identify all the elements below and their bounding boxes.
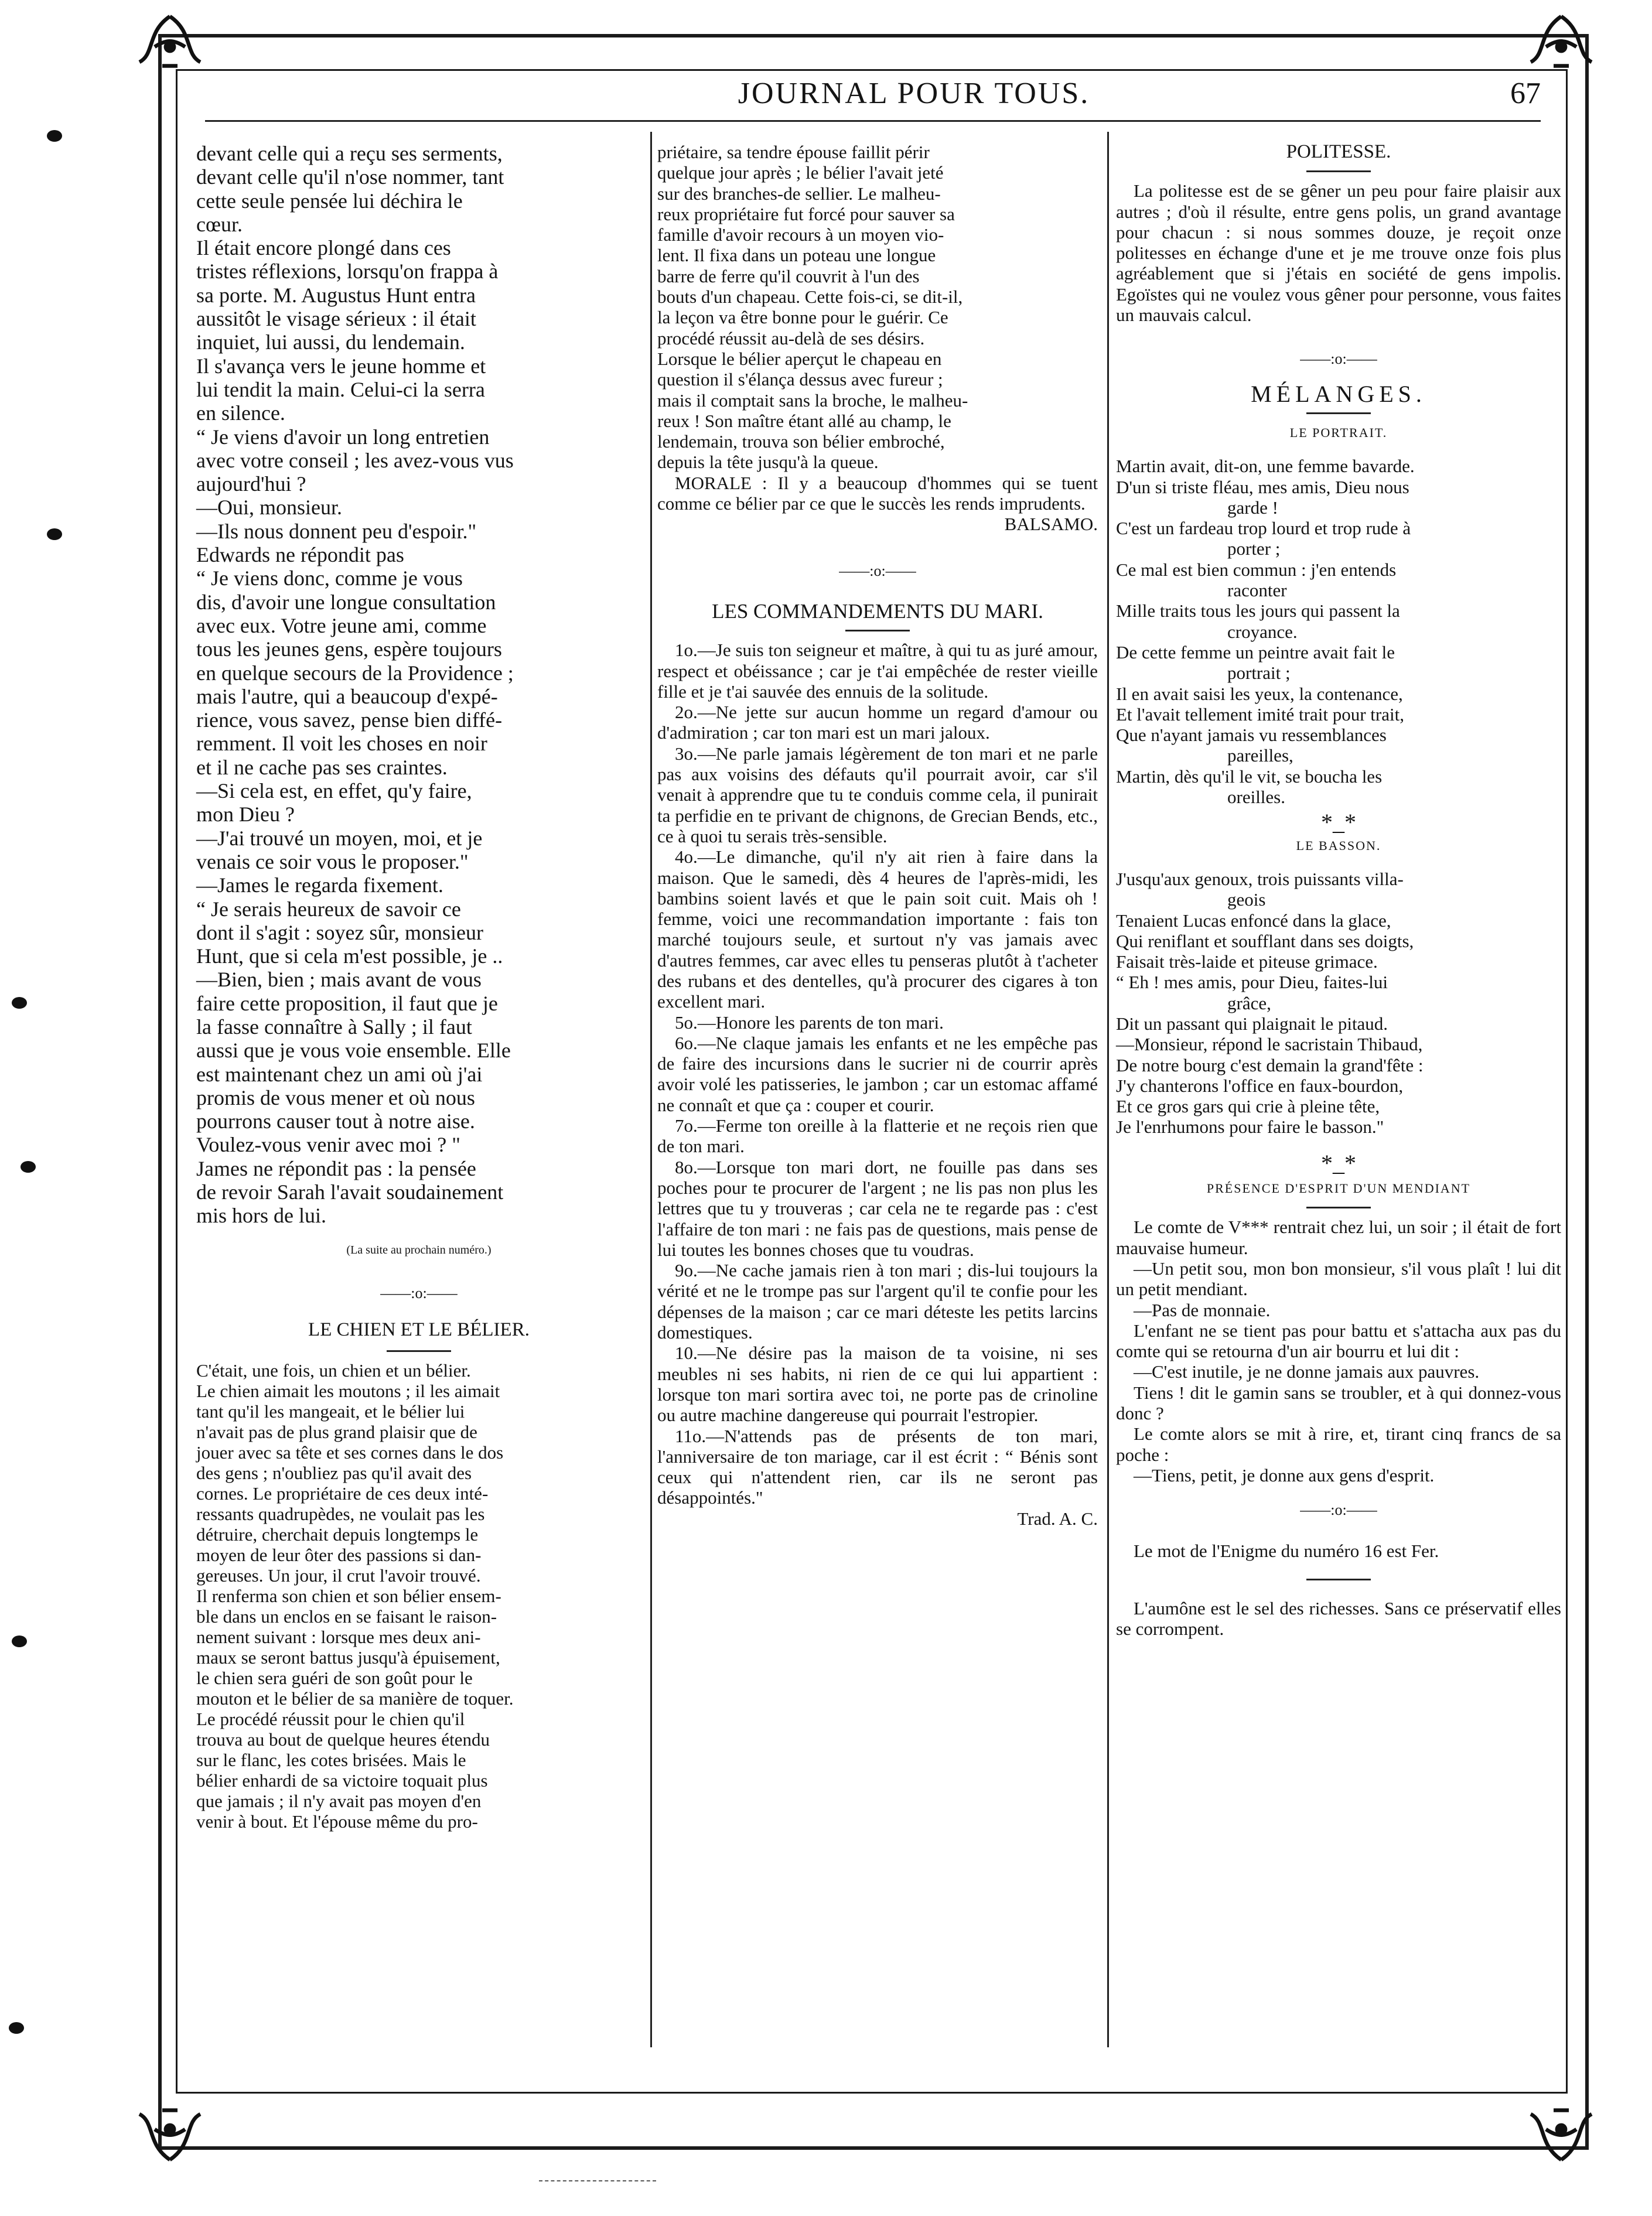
corner-ornament-top-right-icon — [1523, 9, 1599, 85]
column-divider — [650, 132, 652, 2047]
text-line: mon Dieu ? — [196, 803, 295, 827]
text-line: procédé réussit au-delà de ses désirs. — [657, 327, 925, 349]
verse-line: Ce mal est bien commun : j'en entends — [1116, 559, 1397, 580]
margin-blot-icon — [9, 2022, 24, 2034]
commandments-list — [657, 640, 1098, 1508]
text-line: cornes. Le propriétaire de ces deux inté- — [196, 1483, 489, 1504]
text-line: question il s'élança dessus avec fureur ; — [657, 369, 943, 390]
title-dash — [387, 1350, 451, 1352]
corner-ornament-bottom-right-icon — [1523, 2091, 1599, 2167]
text-line: priétaire, sa tendre épouse faillit périr — [657, 142, 930, 162]
paragraph: 11o.—N'attends pas de présents de ton mari, l'anniversaire de ton mariage, car il est écrit : “ Bénis sont ceux qui n'attendent rien, car ils ne seront pas désappointés." — [657, 1425, 1098, 1508]
paragraph: 5o.—Honore les parents de ton mari. — [675, 1012, 944, 1033]
story-continuation — [196, 142, 641, 1228]
politesse-text: La politesse est de se gêner un peu pour faire plaisir aux autres ; d'où il résulte, entre gens polis, un grand avantage pour chacun : si nous sommes douze, je reçoit onze politesses en échange d'une et je me trouve onze fois plus agréablement que si j'étais en société de gens impolis. Egoïstes qui ne voulez vous gêner pour personne, vous faites un mauvais calcul. — [1116, 180, 1561, 326]
verse-line: Je l'enrhumons pour faire le basson." — [1116, 1116, 1384, 1138]
title-dash — [1306, 412, 1371, 414]
margin-blot-icon — [12, 1635, 27, 1647]
text-line: quelque jour après ; le bélier l'avait jeté — [657, 162, 944, 183]
text-line: la fasse connaître à Sally ; il faut — [196, 1015, 472, 1039]
verse-line: Faisait très-laide et piteuse grimace. — [1116, 951, 1378, 972]
verse-line: J'usqu'aux genoux, trois puissants villa- — [1116, 868, 1404, 889]
paragraph: Tiens ! dit le gamin sans se troubler, et à qui donnez-vous donc ? — [1116, 1382, 1561, 1424]
politesse-title: POLITESSE. — [1286, 141, 1391, 162]
text-line: sa porte. M. Augustus Hunt entra — [196, 283, 476, 307]
margin-blot-icon — [47, 130, 62, 142]
text-line: aussi que je vous voie ensemble. Elle — [196, 1039, 511, 1063]
paragraph: L'enfant ne se tient pas pour battu et s'attacha aux pas du comte qui se retourna d'un air bourru et lui dit : — [1116, 1320, 1561, 1362]
text-line: sur le flanc, les cotes brisées. Mais le — [196, 1749, 466, 1770]
melanges-title: MÉLANGES. — [1251, 380, 1426, 407]
paragraph: Le comte alors se mit à rire, et, tirant cinq francs de sa poche : — [1116, 1423, 1561, 1465]
text-line: cœur. — [196, 212, 243, 236]
column-2 — [657, 142, 1098, 1529]
text-line: le chien sera guéri de son goût pour le — [196, 1667, 473, 1688]
paragraph: 8o.—Lorsque ton mari dort, ne fouille pas dans ses poches pour te procurer de l'argent ; ne lis pas non plus les lettres que tu y trouveras ; car cela ne te regarde pas : c'est l'affaire de ton mari : ne fais pas de questions, mais pense de lui toutes les bonnes choses que tu voudras. — [657, 1156, 1098, 1260]
verse-line: Tenaient Lucas enfoncé dans la glace, — [1116, 910, 1391, 931]
text-line: lent. Il fixa dans un poteau une longue — [657, 245, 936, 266]
paragraph: —Pas de monnaie. — [1134, 1299, 1271, 1320]
text-line: que jamais ; il n'y avait pas moyen d'en — [196, 1790, 482, 1811]
text-line: est maintenant chez un ami où j'ai — [196, 1062, 483, 1086]
text-line: reux ! Son maître étant allé au champ, le — [657, 410, 951, 431]
verse-line: Qui reniflant et soufflant dans ses doigts, — [1116, 930, 1414, 951]
text-line: lendemain, trouva son bélier embroché, — [657, 431, 945, 452]
verse-line: garde ! — [1227, 497, 1278, 518]
verse-line: Que n'ayant jamais vu ressemblances — [1116, 725, 1387, 746]
verse-line: De cette femme un peintre avait fait le — [1116, 641, 1395, 663]
text-line: venais ce soir vous le proposer." — [196, 849, 469, 873]
paragraph: —C'est inutile, je ne donne jamais aux pauvres. — [1134, 1361, 1480, 1382]
text-line: des gens ; n'oubliez pas qu'il avait des — [196, 1462, 472, 1483]
stars-ornament: *_* — [1321, 1149, 1356, 1176]
text-line: depuis la tête jusqu'à la queue. — [657, 452, 879, 473]
verse-line: Mille traits tous les jours qui passent la — [1116, 600, 1400, 622]
text-line: Voulez-vous venir avec moi ? " — [196, 1133, 460, 1157]
fable-author: BALSAMO. — [1004, 514, 1098, 535]
presence-title: PRÉSENCE D'ESPRIT D'UN MENDIANT — [1206, 1181, 1471, 1196]
section-separator: ——:o:—— — [1300, 350, 1377, 368]
header-rule — [205, 120, 1541, 122]
text-line: Hunt, que si cela m'est possible, je .. — [196, 944, 503, 968]
paragraph: 10.—Ne désire pas la maison de ta voisine, ni ses meubles ni ses habits, ni rien de ce qui lui appartient : lorsque ton mari sortira avec toi, ne porte pas de crinoline ou autre machine dangereuse qui pourrait l'estropier. — [657, 1343, 1098, 1426]
text-line: en silence. — [196, 401, 285, 425]
text-line: mouton et le bélier de sa manière de toquer. — [196, 1688, 514, 1709]
page-number: 67 — [1510, 77, 1541, 110]
verse-line: porter ; — [1227, 538, 1281, 559]
text-line: et il ne cache pas ses craintes. — [196, 755, 448, 779]
text-line: devant celle qui a reçu ses serments, — [196, 142, 503, 165]
journal-title: JOURNAL POUR TOUS. — [738, 77, 1090, 110]
stars-ornament: *_* — [1321, 809, 1356, 836]
text-line: avec votre conseil ; les avez-vous vus — [196, 448, 514, 472]
section-separator: ——:o:—— — [380, 1284, 458, 1302]
text-line: tous les jeunes gens, espère toujours — [196, 637, 502, 661]
corner-ornament-bottom-left-icon — [132, 2091, 208, 2167]
text-line: lui tendit la main. Celui-ci la serra — [196, 377, 485, 401]
text-line: —Oui, monsieur. — [196, 496, 342, 520]
paragraph: 9o.—Ne cache jamais rien à ton mari ; dis-lui toujours la vérité et ne le trompe pas sur l'argent qu'il te confie pour les dépenses de la maison ; car ce mari déteste les petits larcins domestiques. — [657, 1260, 1098, 1343]
text-line: remment. Il voit les choses en noir — [196, 732, 487, 756]
text-line: mis hors de lui. — [196, 1204, 326, 1228]
title-dash — [1306, 1207, 1371, 1208]
text-line: maux se seront battus jusqu'à épuisement, — [196, 1647, 500, 1668]
text-line: n'avait pas de plus grand plaisir que de — [196, 1421, 477, 1442]
text-line: gereuses. Un jour, il crut l'avoir trouvé. — [196, 1565, 481, 1586]
text-line: devant celle qu'il n'ose nommer, tant — [196, 165, 504, 189]
text-line: cette seule pensée lui déchira le — [196, 189, 463, 213]
fable-title: LE CHIEN ET LE BÉLIER. — [308, 1319, 530, 1341]
paragraph: 7o.—Ferme ton oreille à la flatterie et ne reçois rien que de ton mari. — [657, 1115, 1098, 1157]
text-line: en quelque secours de la Providence ; — [196, 661, 514, 685]
text-line: faire cette proposition, il faut que je — [196, 991, 498, 1015]
text-line: Lorsque le bélier aperçut le chapeau en — [657, 348, 942, 369]
text-line: la leçon va être bonne pour le guérir. Ce — [657, 307, 948, 328]
verse-line: pareilles, — [1227, 745, 1293, 766]
fable-continuation — [657, 142, 1098, 473]
verse-line: J'y chanterons l'office en faux-bourdon, — [1116, 1075, 1404, 1096]
section-separator: ——:o:—— — [1300, 1501, 1377, 1519]
text-line: aujourd'hui ? — [196, 472, 306, 496]
basson-title: LE BASSON. — [1296, 838, 1381, 853]
verse-line: croyance. — [1227, 621, 1298, 642]
text-line: sur des branches-de sellier. Le malheu- — [657, 183, 941, 204]
portrait-poem — [1116, 456, 1561, 807]
verse-line: “ Eh ! mes amis, pour Dieu, faites-lui — [1116, 972, 1388, 993]
text-line: —James le regarda fixement. — [196, 873, 443, 897]
paragraph: 6o.—Ne claque jamais les enfants et ne les empêche pas de faire des incursions dans le sucrier ni de courrir après avoir volé les patisseries, le jambon ; car un estomac affamé ne connaît et que ça : couper et courir. — [657, 1032, 1098, 1115]
text-line: “ Je viens donc, comme je vous — [196, 566, 463, 590]
verse-line: Dit un passant qui plaignait le pitaud. — [1116, 1013, 1388, 1034]
text-line: Il renferma son chien et son bélier ensem- — [196, 1585, 501, 1606]
text-line: Le procédé réussit pour le chien qu'il — [196, 1708, 465, 1729]
text-line: bouts d'un chapeau. Cette fois-ci, se dit-il, — [657, 286, 963, 308]
text-line: promis de vous mener et où nous — [196, 1085, 475, 1109]
text-line: —J'ai trouvé un moyen, moi, et je — [196, 826, 483, 850]
text-line: C'était, une fois, un chien et un bélier. — [196, 1360, 471, 1381]
presence-text — [1116, 1217, 1561, 1486]
text-line: détruire, cherchait depuis longtemps le — [196, 1524, 479, 1545]
verse-line: De notre bourg c'est demain la grand'fête : — [1116, 1054, 1424, 1075]
paragraph: 2o.—Ne jette sur aucun homme un regard d'amour ou d'admiration ; car ton mari est un mari jaloux. — [657, 702, 1098, 743]
column-3 — [1116, 142, 1561, 1639]
text-line: dont il s'agit : soyez sûr, monsieur — [196, 920, 483, 944]
fable-text — [196, 1360, 641, 1832]
section-dash — [1306, 1579, 1371, 1580]
title-dash — [1306, 170, 1371, 172]
portrait-title: LE PORTRAIT. — [1289, 425, 1388, 440]
column-1 — [196, 142, 641, 1832]
margin-blot-icon — [47, 528, 62, 540]
text-line: James ne répondit pas : la pensée — [196, 1156, 476, 1180]
verse-line: —Monsieur, répond le sacristain Thibaud, — [1116, 1034, 1423, 1055]
text-line: Le chien aimait les moutons ; il les aimait — [196, 1380, 500, 1401]
bottom-rule — [539, 2180, 656, 2181]
text-line: tant qu'il les mangeait, et le bélier lui — [196, 1401, 465, 1422]
corner-ornament-top-left-icon — [132, 9, 208, 85]
text-line: trouva au bout de quelque heures étendu — [196, 1729, 490, 1750]
text-line: pourrons causer tout à notre aise. — [196, 1109, 475, 1133]
text-line: aussitôt le visage sérieux : il était — [196, 307, 476, 331]
verse-line: raconter — [1227, 580, 1287, 601]
text-line: “ Je viens d'avoir un long entretien — [196, 425, 490, 449]
text-line: reux propriétaire fut forcé pour sauver sa — [657, 203, 955, 224]
paragraph: Le comte de V*** rentrait chez lui, un soir ; il était de fort mauvaise humeur. — [1116, 1217, 1561, 1258]
margin-blot-icon — [21, 1161, 36, 1173]
verse-line: Martin, dès qu'il le vit, se boucha les — [1116, 766, 1383, 787]
text-line: ble dans un enclos en se faisant le raison- — [196, 1606, 497, 1627]
enigme-note: Le mot de l'Enigme du numéro 16 est Fer. — [1134, 1540, 1439, 1561]
text-line: venir à bout. Et l'épouse même du pro- — [196, 1811, 478, 1832]
verse-line: geois — [1227, 889, 1266, 910]
text-line: Il était encore plongé dans ces — [196, 236, 451, 260]
verse-line: grâce, — [1227, 992, 1271, 1013]
verse-line: oreilles. — [1227, 787, 1285, 808]
to-be-continued: (La suite au prochain numéro.) — [346, 1243, 491, 1256]
paragraph: 4o.—Le dimanche, qu'il n'y ait rien à faire dans la maison. Que le samedi, dès 4 heures de l'après-midi, les bambins soient lavés et que le pain soit cuit. Mais oh ! femme, voici une recommandation importante : fais ton marché toujours seule, et surtout n'y vas jamais avec d'autres femmes, car avec elles tu penseras plutôt à t'acheter des rubans et des dentelles, qu'à procurer des cigares à ton excellent mari. — [657, 846, 1098, 1012]
text-line: —Si cela est, en effet, qu'y faire, — [196, 779, 472, 803]
verse-line: Et l'avait tellement imité trait pour trait, — [1116, 704, 1404, 725]
verse-line: D'un si triste fléau, mes amis, Dieu nous — [1116, 476, 1409, 497]
text-line: mais il comptait sans la broche, le malheu- — [657, 390, 968, 411]
paragraph: —Tiens, petit, je donne aux gens d'esprit. — [1134, 1464, 1435, 1486]
text-line: Il s'avança vers le jeune homme et — [196, 354, 486, 378]
text-line: ressants quadrupèdes, ne voulait pas les — [196, 1503, 485, 1524]
text-line: inquiet, lui aussi, du lendemain. — [196, 330, 465, 354]
text-line: jouer avec sa tête et ses cornes dans le dos — [196, 1442, 504, 1463]
margin-blot-icon — [12, 997, 27, 1009]
text-line: avec eux. Votre jeune ami, comme — [196, 613, 487, 637]
basson-poem — [1116, 869, 1561, 1138]
text-line: moyen de leur ôter des passions si dan- — [196, 1544, 482, 1565]
fable-morale: MORALE : Il y a beaucoup d'hommes qui se tuent comme ce bélier par ce que le succès les rends imprudents. — [657, 472, 1098, 514]
commandments-title: LES COMMANDEMENTS DU MARI. — [712, 599, 1043, 623]
text-line: Edwards ne répondit pas — [196, 543, 404, 567]
paragraph: 1o.—Je suis ton seigneur et maître, à qui tu as juré amour, respect et obéissance ; car je t'ai empêchée de rester vieille fille et je t'ai sauvée des ennuis de la solitude. — [657, 640, 1098, 702]
paragraph: 3o.—Ne parle jamais légèrement de ton mari et ne parle pas aux voisins des défauts qu'il pourrait avoir, car s'il venait à apprendre que tu te conduis comme cela, il punirait ta perfidie en te privant de chignons, de Grecian Bends, etc., ce à quoi tu serais très-sensible. — [657, 743, 1098, 846]
verse-line: Il en avait saisi les yeux, la contenance, — [1116, 683, 1403, 704]
aumone-text: L'aumône est le sel des richesses. Sans ce préservatif elles se corrompent. — [1116, 1597, 1561, 1640]
text-line: —Bien, bien ; mais avant de vous — [196, 968, 482, 992]
text-line: bélier enhardi de sa victoire toquait plus — [196, 1770, 488, 1791]
verse-line: Martin avait, dit-on, une femme bavarde. — [1116, 456, 1415, 477]
text-line: —Ils nous donnent peu d'espoir." — [196, 519, 477, 543]
verse-line: Et ce gros gars qui crie à pleine tête, — [1116, 1096, 1380, 1117]
text-line: mais l'autre, qui a beaucoup d'expé- — [196, 684, 498, 708]
verse-line: C'est un fardeau trop lourd et trop rude à — [1116, 518, 1411, 539]
text-line: barre de ferre qu'il couvrit à l'un des — [657, 265, 920, 286]
paragraph: —Un petit sou, mon bon monsieur, s'il vous plaît ! lui dit un petit mendiant. — [1116, 1258, 1561, 1300]
title-dash — [845, 630, 910, 631]
text-line: de revoir Sarah l'avait soudainement — [196, 1180, 504, 1204]
text-line: dis, d'avoir une longue consultation — [196, 590, 496, 614]
verse-line: portrait ; — [1227, 663, 1291, 684]
text-line: nement suivant : lorsque mes deux ani- — [196, 1626, 481, 1647]
text-line: tristes réflexions, lorsqu'on frappa à — [196, 259, 499, 284]
section-separator: ——:o:—— — [839, 562, 916, 579]
commandments-author: Trad. A. C. — [1017, 1508, 1098, 1529]
text-line: rience, vous savez, pense bien diffé- — [196, 708, 503, 732]
column-divider — [1107, 132, 1109, 2047]
text-line: famille d'avoir recours à un moyen vio- — [657, 224, 944, 245]
text-line: “ Je serais heureux de savoir ce — [196, 897, 461, 921]
